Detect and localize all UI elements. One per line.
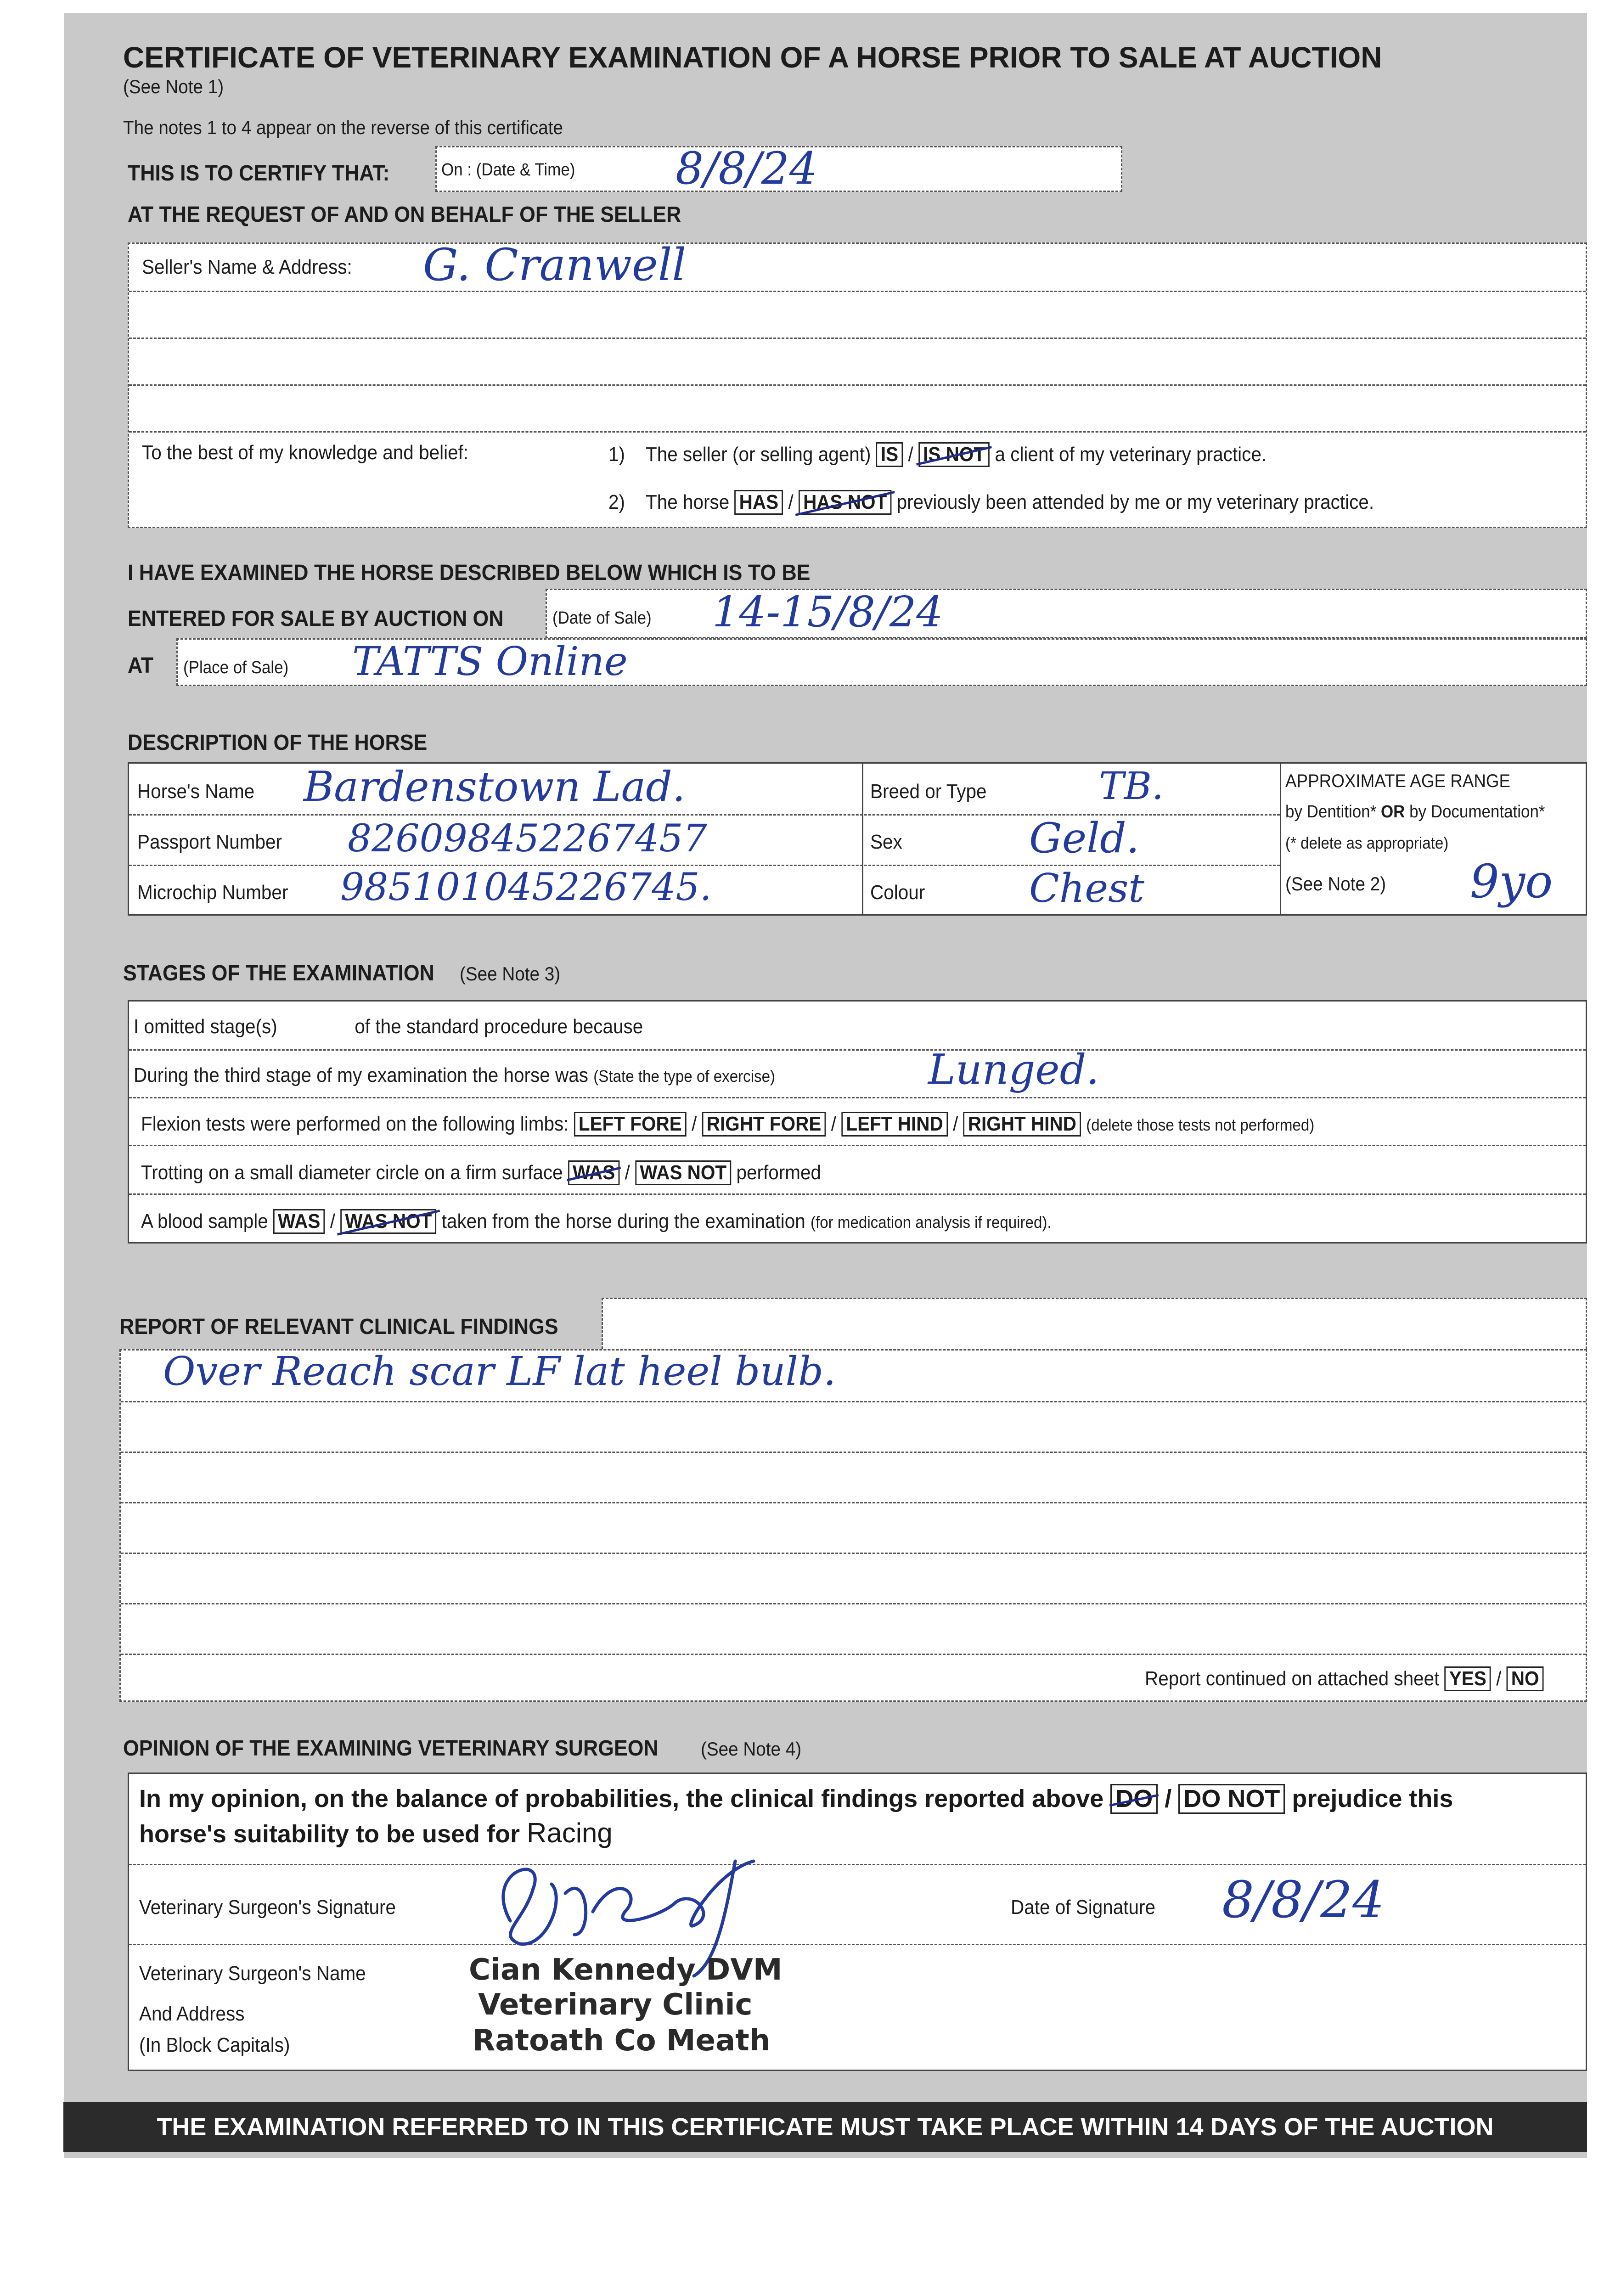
third-stage-line: During the third stage of my examination the horse was (State the type of exercise) — [134, 1064, 776, 1086]
continued-no-option[interactable]: NO — [1507, 1666, 1544, 1691]
blood-was-option[interactable]: WAS — [273, 1209, 325, 1234]
sex-label: Sex — [870, 831, 902, 853]
age-see-note: (See Note 2) — [1285, 873, 1386, 895]
seller-box — [128, 239, 1587, 528]
blood-sample-line: A blood sample WAS / WAS NOT taken from the horse during the examination (for medication analysis if required). — [141, 1209, 1052, 1234]
report-finding: Over Reach scar LF lat heel bulb. — [163, 1349, 836, 1395]
notes-line: The notes 1 to 4 appear on the reverse of this certificate — [123, 117, 563, 138]
has-option[interactable]: HAS — [735, 490, 783, 515]
trotting-was-not-option[interactable]: WAS NOT — [635, 1160, 731, 1185]
is-not-option[interactable]: IS NOT — [918, 442, 990, 467]
place-of-sale-label: (Place of Sale) — [183, 658, 289, 677]
age-value[interactable]: 9yo — [1470, 855, 1553, 908]
date-time-field[interactable] — [435, 143, 1122, 194]
trotting-line: Trotting on a small diameter circle on a firm surface WAS / WAS NOT performed — [141, 1160, 821, 1185]
certificate-title: CERTIFICATE OF VETERINARY EXAMINATION OF A HORSE PRIOR TO SALE AT AUCTION — [123, 41, 1382, 74]
place-of-sale-value: TATTS Online — [352, 639, 628, 685]
report-header-box — [602, 1298, 1587, 1349]
entered-label: ENTERED FOR SALE BY AUCTION ON — [128, 607, 504, 631]
left-fore-option[interactable]: LEFT FORE — [574, 1112, 687, 1137]
trotting-was-option[interactable]: WAS — [568, 1160, 619, 1185]
omitted-stage-line: I omitted stage(s) of the standard procedure because — [134, 1015, 643, 1038]
see-note-1: (See Note 1) — [123, 76, 224, 97]
stages-heading: STAGES OF THE EXAMINATION (See Note 3) — [123, 961, 561, 985]
opinion-heading: OPINION OF THE EXAMINING VETERINARY SURGEON (See Note 4) — [123, 1736, 801, 1761]
date-time-value: 8/8/24 — [676, 143, 817, 194]
report-continued: Report continued on attached sheet YES / NO — [1145, 1666, 1544, 1691]
microchip-value[interactable]: 985101045226745. — [340, 866, 712, 909]
breed-label: Breed or Type — [870, 780, 987, 803]
continued-yes-option[interactable]: YES — [1445, 1666, 1491, 1691]
sale-heading: I HAVE EXAMINED THE HORSE DESCRIBED BELOW WHICH IS TO BE — [128, 561, 811, 585]
opinion-line2: horse's suitability to be used for Racing — [139, 1818, 613, 1848]
third-stage-value[interactable]: Lunged. — [928, 1046, 1099, 1094]
stamp-line-1: Cian Kennedy DVM — [469, 1953, 782, 1987]
blood-was-not-option[interactable]: WAS NOT — [340, 1209, 436, 1234]
block-capitals-label: (In Block Capitals) — [139, 2034, 290, 2056]
horse-name-value[interactable]: Bardenstown Lad. — [304, 763, 686, 811]
seller-name-value[interactable]: G. Cranwell — [423, 239, 687, 291]
vet-name-label: Veterinary Surgeon's Name — [139, 1962, 366, 1985]
knowledge-label: To the best of my knowledge and belief: — [142, 441, 469, 464]
stages-box — [128, 1000, 1587, 1244]
age-delete-note: (* delete as appropriate) — [1285, 833, 1449, 852]
flexion-line: Flexion tests were performed on the following limbs: LEFT FORE / RIGHT FORE / LEFT HIND / RIGHT HIND (delete those tests not performed) — [141, 1112, 1314, 1137]
description-table — [128, 762, 1587, 916]
colour-label: Colour — [870, 881, 925, 904]
age-heading: APPROXIMATE AGE RANGE — [1285, 771, 1511, 791]
footer-banner: THE EXAMINATION REFERRED TO IN THIS CERTIFICATE MUST TAKE PLACE WITHIN 14 DAYS OF THE AUCTION — [63, 2102, 1587, 2152]
microchip-label: Microchip Number — [137, 881, 288, 904]
date-of-sale-field[interactable] — [546, 589, 1587, 638]
use-value[interactable]: Racing — [527, 1818, 613, 1848]
colour-value[interactable]: Chest — [1029, 866, 1144, 912]
date-of-sale-value: 14-15/8/24 — [712, 587, 943, 636]
stamp-line-2: Veterinary Clinic — [478, 1988, 753, 2022]
signature-label: Veterinary Surgeon's Signature — [139, 1896, 396, 1919]
horse-name-label: Horse's Name — [137, 780, 255, 803]
right-fore-option[interactable]: RIGHT FORE — [702, 1112, 826, 1137]
age-method: by Dentition* OR by Documentation* — [1285, 802, 1545, 822]
description-heading: DESCRIPTION OF THE HORSE — [128, 731, 428, 755]
do-not-option[interactable]: DO NOT — [1178, 1784, 1285, 1814]
sex-value[interactable]: Geld. — [1029, 814, 1140, 862]
left-hind-option[interactable]: LEFT HIND — [841, 1112, 948, 1137]
do-option[interactable]: DO — [1110, 1784, 1158, 1814]
date-signature-value[interactable]: 8/8/24 — [1222, 1870, 1385, 1929]
seller-name-label: Seller's Name & Address: — [142, 256, 352, 278]
has-not-option[interactable]: HAS NOT — [799, 490, 891, 515]
vet-address-label: And Address — [139, 2003, 245, 2025]
date-of-sale-label: (Date of Sale) — [552, 608, 652, 628]
request-label: AT THE REQUEST OF AND ON BEHALF OF THE SELLER — [128, 203, 681, 227]
attended-statement: 2) The horse HAS / HAS NOT previously been attended by me or my veterinary practice. — [608, 490, 1374, 515]
at-label: AT — [128, 653, 154, 678]
certify-label: THIS IS TO CERTIFY THAT: — [128, 161, 390, 186]
date-signature-label: Date of Signature — [1011, 1896, 1156, 1919]
stamp-line-3: Ratoath Co Meath — [473, 2024, 771, 2058]
passport-label: Passport Number — [137, 831, 282, 853]
opinion-box — [128, 1773, 1587, 2071]
breed-value[interactable]: TB. — [1099, 765, 1164, 808]
report-box[interactable] — [119, 1349, 1587, 1702]
opinion-statement: In my opinion, on the balance of probabilities, the clinical findings reported above DO / DO NOT prejudice this — [139, 1784, 1453, 1814]
client-statement: 1) The seller (or selling agent) IS / IS NOT a client of my veterinary practice. — [608, 442, 1267, 467]
passport-value[interactable]: 826098452267457 — [348, 817, 707, 861]
report-heading: REPORT OF RELEVANT CLINICAL FINDINGS — [119, 1315, 558, 1339]
place-of-sale-field[interactable] — [176, 638, 1587, 686]
is-option[interactable]: IS — [876, 442, 903, 467]
right-hind-option[interactable]: RIGHT HIND — [963, 1112, 1081, 1137]
date-time-label: On : (Date & Time) — [441, 160, 575, 180]
